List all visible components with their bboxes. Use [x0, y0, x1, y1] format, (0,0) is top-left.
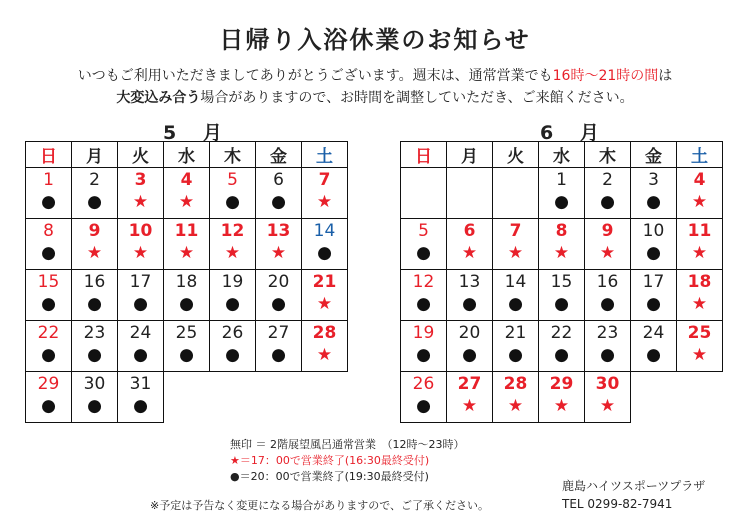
dot-icon: ●	[225, 345, 240, 365]
dot-icon: ●	[462, 294, 477, 314]
week-row	[401, 219, 723, 270]
star-icon: ★	[691, 192, 708, 212]
day-cell	[447, 321, 493, 372]
day-number: 18	[175, 272, 198, 292]
day-number: 4	[693, 170, 706, 190]
day-cell	[210, 270, 256, 321]
facility-tel: TEL 0299-82-7941	[562, 497, 673, 511]
weekday-label: 金	[256, 142, 302, 168]
weekday-label: 日	[26, 142, 72, 168]
dot-icon: ●	[600, 345, 615, 365]
star-icon: ★	[178, 192, 195, 212]
dot-icon: ●	[271, 294, 286, 314]
day-number: 25	[175, 323, 198, 343]
day-number: 8	[43, 221, 54, 241]
day-number	[493, 168, 538, 169]
empty-cell	[677, 372, 723, 423]
day-cell	[585, 321, 631, 372]
star-icon: ★	[507, 396, 524, 416]
day-cell	[118, 270, 164, 321]
empty-cell	[210, 372, 256, 423]
dot-icon: ●	[41, 294, 56, 314]
day-number: 26	[221, 323, 244, 343]
day-number: 5	[418, 221, 429, 241]
day-cell	[631, 270, 677, 321]
day-number: 19	[221, 272, 244, 292]
day-cell	[256, 321, 302, 372]
star-icon: ★	[691, 294, 708, 314]
dot-icon: ●	[317, 243, 332, 263]
may-calendar	[25, 141, 348, 423]
day-number: 13	[458, 272, 481, 292]
day-number	[447, 168, 492, 169]
day-cell	[256, 168, 302, 219]
dot-icon: ●	[554, 192, 569, 212]
dot-icon: ●	[600, 294, 615, 314]
day-number: 6	[273, 170, 284, 190]
day-number: 1	[556, 170, 567, 190]
star-icon: ★	[553, 243, 570, 263]
facility-info	[562, 477, 705, 513]
weekday-header	[26, 142, 348, 168]
day-cell	[401, 168, 447, 219]
day-cell	[677, 270, 723, 321]
day-number: 7	[318, 170, 331, 190]
day-cell	[585, 219, 631, 270]
day-cell	[493, 270, 539, 321]
star-icon: ★	[178, 243, 195, 263]
day-cell	[401, 372, 447, 423]
day-number: 1	[43, 170, 54, 190]
day-cell	[210, 219, 256, 270]
star-icon: ★	[316, 345, 333, 365]
legend	[230, 437, 465, 485]
day-number: 3	[134, 170, 147, 190]
day-cell	[72, 219, 118, 270]
week-row	[26, 270, 348, 321]
day-number: 4	[180, 170, 193, 190]
dot-icon: ●	[87, 192, 102, 212]
day-number: 30	[83, 374, 106, 394]
dot-icon: ●	[133, 345, 148, 365]
day-number: 17	[642, 272, 665, 292]
day-cell	[539, 168, 585, 219]
dot-icon: ●	[179, 345, 194, 365]
week-row	[26, 321, 348, 372]
weekday-label: 月	[72, 142, 118, 168]
day-number: 27	[267, 323, 290, 343]
day-number: 2	[89, 170, 100, 190]
day-cell	[118, 168, 164, 219]
star-icon: ★	[507, 243, 524, 263]
day-number: 27	[457, 374, 482, 394]
day-cell	[631, 168, 677, 219]
intro-line-1	[0, 65, 750, 87]
day-cell	[72, 372, 118, 423]
day-cell	[164, 321, 210, 372]
day-cell	[447, 270, 493, 321]
day-number: 24	[642, 323, 665, 343]
day-number: 15	[550, 272, 573, 292]
week-row	[26, 372, 348, 423]
day-cell	[677, 321, 723, 372]
day-number: 28	[312, 323, 337, 343]
june-label: 6 月	[540, 122, 609, 144]
empty-cell	[302, 372, 348, 423]
legend-none: 無印 ＝ 2階展望風呂通常営業 （12時～23時）	[230, 438, 465, 451]
weekday-label: 火	[493, 142, 539, 168]
disclaimer-note: ※予定は予告なく変更になる場合がありますので、ご了承ください。	[150, 499, 489, 512]
day-cell	[539, 321, 585, 372]
week-row	[401, 372, 723, 423]
dot-icon: ●	[554, 345, 569, 365]
day-number: 10	[642, 221, 665, 241]
day-cell	[302, 321, 348, 372]
day-number: 2	[602, 170, 613, 190]
day-cell	[401, 321, 447, 372]
day-cell	[118, 219, 164, 270]
day-number: 29	[37, 374, 60, 394]
day-number: 23	[596, 323, 619, 343]
day-cell	[118, 321, 164, 372]
day-cell	[256, 219, 302, 270]
day-number: 19	[412, 323, 435, 343]
day-number	[401, 168, 446, 169]
day-cell	[26, 321, 72, 372]
day-number: 18	[687, 272, 712, 292]
day-cell	[72, 168, 118, 219]
day-cell	[585, 270, 631, 321]
day-cell	[447, 168, 493, 219]
star-icon: ★	[599, 396, 616, 416]
day-number: 30	[595, 374, 620, 394]
day-number: 31	[129, 374, 152, 394]
dot-icon: ●	[554, 294, 569, 314]
day-cell	[631, 219, 677, 270]
day-number: 14	[313, 221, 336, 241]
dot-icon: ●	[462, 345, 477, 365]
empty-cell	[631, 372, 677, 423]
day-cell	[302, 270, 348, 321]
june-calendar	[400, 141, 723, 423]
dot-icon: ●	[416, 294, 431, 314]
dot-icon: ●	[271, 345, 286, 365]
day-number: 5	[227, 170, 238, 190]
day-number: 16	[596, 272, 619, 292]
star-icon: ★	[316, 192, 333, 212]
weekday-label: 水	[164, 142, 210, 168]
dot-icon: ●	[87, 396, 102, 416]
day-number: 20	[267, 272, 290, 292]
dot-icon: ●	[41, 243, 56, 263]
day-cell	[677, 219, 723, 270]
star-icon: ★	[461, 396, 478, 416]
day-cell	[302, 219, 348, 270]
week-row	[401, 270, 723, 321]
day-number: 21	[312, 272, 337, 292]
day-cell	[164, 270, 210, 321]
dot-icon: ●	[600, 192, 615, 212]
weekday-label: 日	[401, 142, 447, 168]
dot-icon: ●	[179, 294, 194, 314]
day-cell	[26, 219, 72, 270]
dot-icon: ●	[225, 192, 240, 212]
day-number: 14	[504, 272, 527, 292]
day-cell	[302, 168, 348, 219]
day-cell	[210, 168, 256, 219]
day-number: 23	[83, 323, 106, 343]
legend-dot: ●＝20：00で営業終了(19:30最終受付)	[230, 470, 429, 483]
day-number: 13	[266, 221, 291, 241]
day-number: 21	[504, 323, 527, 343]
day-cell	[164, 168, 210, 219]
star-icon: ★	[132, 243, 149, 263]
day-cell	[677, 168, 723, 219]
day-number: 28	[503, 374, 528, 394]
week-row	[401, 321, 723, 372]
dot-icon: ●	[646, 243, 661, 263]
weekday-label: 木	[210, 142, 256, 168]
day-cell	[256, 270, 302, 321]
day-number: 22	[550, 323, 573, 343]
day-cell	[401, 270, 447, 321]
day-number: 20	[458, 323, 481, 343]
empty-cell	[164, 372, 210, 423]
star-icon: ★	[691, 345, 708, 365]
day-cell	[210, 321, 256, 372]
weekday-header	[401, 142, 723, 168]
day-cell	[493, 321, 539, 372]
day-number: 12	[220, 221, 245, 241]
dot-icon: ●	[271, 192, 286, 212]
day-number: 24	[129, 323, 152, 343]
day-cell	[26, 372, 72, 423]
intro-text: いつもご利用いただきましてありがとうございます。週末は、通常営業でも	[77, 68, 553, 84]
empty-cell	[256, 372, 302, 423]
day-number: 9	[601, 221, 614, 241]
dot-icon: ●	[41, 345, 56, 365]
weekday-label: 土	[677, 142, 723, 168]
day-cell	[164, 219, 210, 270]
dot-icon: ●	[508, 294, 523, 314]
week-row	[26, 168, 348, 219]
dot-icon: ●	[41, 396, 56, 416]
day-cell	[26, 270, 72, 321]
weekday-label: 水	[539, 142, 585, 168]
star-icon: ★	[270, 243, 287, 263]
dot-icon: ●	[646, 294, 661, 314]
star-icon: ★	[461, 243, 478, 263]
dot-icon: ●	[87, 294, 102, 314]
day-number: 16	[83, 272, 106, 292]
day-cell	[447, 219, 493, 270]
day-cell	[26, 168, 72, 219]
day-cell	[118, 372, 164, 423]
day-cell	[539, 270, 585, 321]
may-label: 5 月	[163, 122, 232, 144]
day-number: 29	[549, 374, 574, 394]
dot-icon: ●	[646, 345, 661, 365]
intro-line-2	[0, 87, 750, 109]
weekday-label: 土	[302, 142, 348, 168]
dot-icon: ●	[416, 396, 431, 416]
page-title: 日帰り入浴休業のお知らせ	[219, 26, 531, 54]
weekday-label: 月	[447, 142, 493, 168]
dot-icon: ●	[87, 345, 102, 365]
weekday-label: 火	[118, 142, 164, 168]
day-number: 8	[555, 221, 568, 241]
day-number: 26	[412, 374, 435, 394]
weekday-label: 金	[631, 142, 677, 168]
day-cell	[539, 372, 585, 423]
star-icon: ★	[553, 396, 570, 416]
star-icon: ★	[316, 294, 333, 314]
star-icon: ★	[691, 243, 708, 263]
intro-text: 場合がありますので、お時間を調整していただき、ご来館ください。	[200, 90, 634, 106]
busy-hours: 16時～21時の間	[552, 68, 659, 84]
day-cell	[493, 219, 539, 270]
day-cell	[401, 219, 447, 270]
week-row	[401, 168, 723, 219]
day-number: 12	[412, 272, 435, 292]
dot-icon: ●	[225, 294, 240, 314]
day-cell	[493, 168, 539, 219]
weekday-label: 木	[585, 142, 631, 168]
day-number: 3	[648, 170, 659, 190]
intro-text: は	[658, 68, 673, 84]
star-icon: ★	[86, 243, 103, 263]
star-icon: ★	[599, 243, 616, 263]
day-number: 10	[128, 221, 153, 241]
day-cell	[585, 168, 631, 219]
dot-icon: ●	[646, 192, 661, 212]
day-cell	[539, 219, 585, 270]
day-number: 7	[509, 221, 522, 241]
legend-star: ★＝17：00で営業終了(16:30最終受付)	[230, 454, 430, 467]
day-number: 22	[37, 323, 60, 343]
dot-icon: ●	[508, 345, 523, 365]
day-cell	[447, 372, 493, 423]
facility-name: 鹿島ハイツスポーツプラザ	[562, 479, 706, 493]
day-number: 17	[129, 272, 152, 292]
day-number: 11	[174, 221, 199, 241]
dot-icon: ●	[416, 243, 431, 263]
day-number: 6	[463, 221, 476, 241]
dot-icon: ●	[41, 192, 56, 212]
day-number: 11	[687, 221, 712, 241]
day-cell	[493, 372, 539, 423]
star-icon: ★	[224, 243, 241, 263]
crowded-emphasis: 大変込み合う	[116, 90, 201, 106]
dot-icon: ●	[133, 396, 148, 416]
day-cell	[72, 321, 118, 372]
day-number: 25	[687, 323, 712, 343]
day-cell	[72, 270, 118, 321]
day-cell	[585, 372, 631, 423]
dot-icon: ●	[133, 294, 148, 314]
day-number: 9	[88, 221, 101, 241]
star-icon: ★	[132, 192, 149, 212]
week-row	[26, 219, 348, 270]
day-cell	[631, 321, 677, 372]
day-number: 15	[37, 272, 60, 292]
dot-icon: ●	[416, 345, 431, 365]
